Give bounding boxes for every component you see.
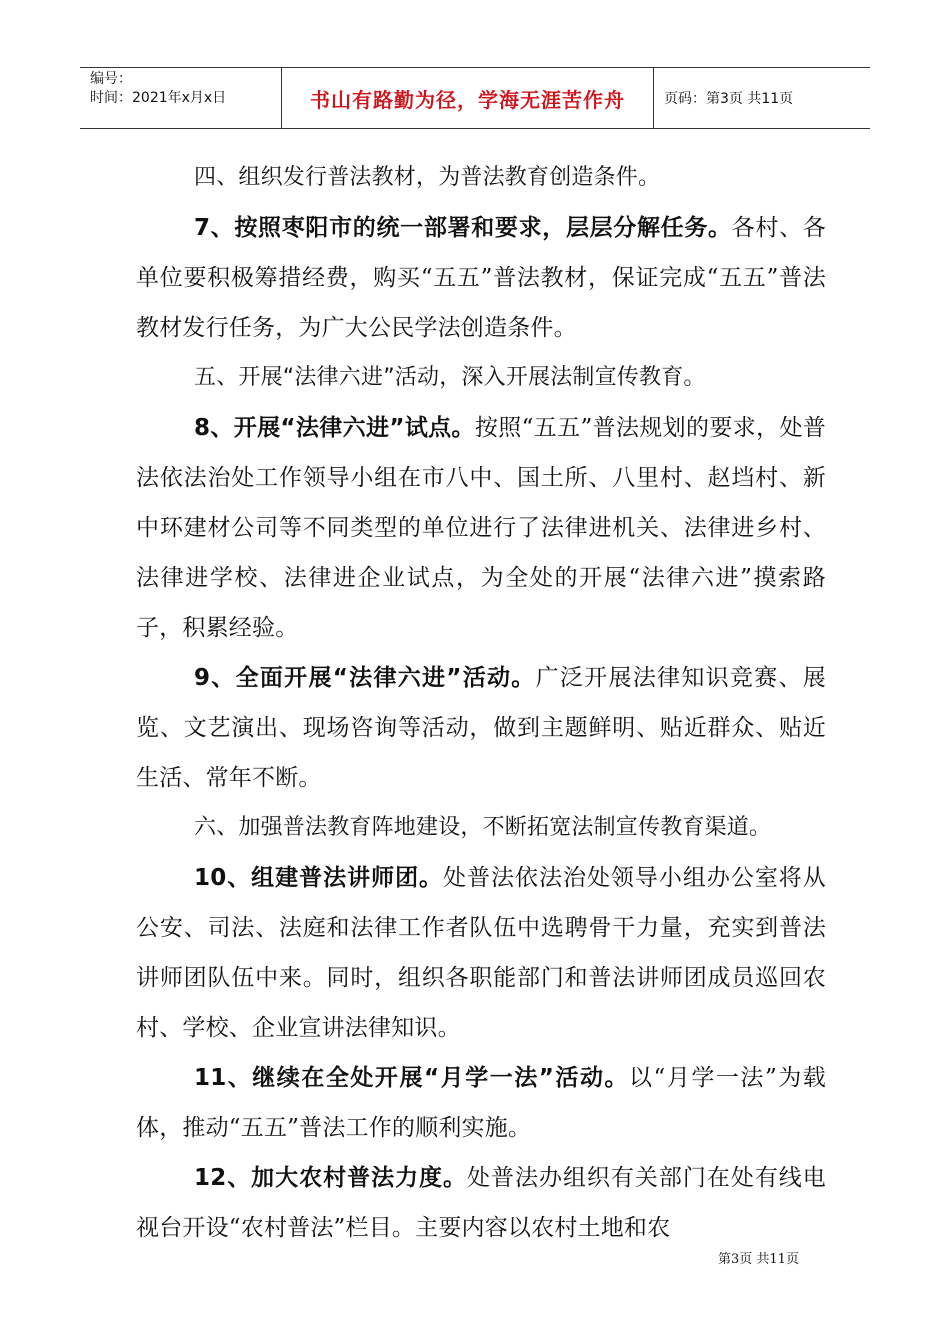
- section-heading-4: 四、组织发行普法教材，为普法教育创造条件。: [194, 165, 661, 190]
- item-body: 处普法办组织有关部门在处有线电视台开设“农村普法”栏目。主要内容以农村土地和农: [136, 1165, 826, 1241]
- item-heading: 8、开展“法律六进”试点。: [194, 415, 475, 441]
- item-7: [136, 203, 826, 353]
- time-label: 时间：2021年x月x日: [90, 90, 227, 106]
- item-body: 按照“五五”普法规划的要求，处普法依法治处工作领导小组在市八中、国土所、八里村、赵垱村、新中环建材公司等不同类型的单位进行了法律进机关、法律进乡村、法律进学校、法律进企业试点，为全处的开展“法律六进”摸索路子，积累经验。: [136, 415, 827, 641]
- item-heading: 10、组建普法讲师团。: [194, 865, 444, 891]
- header-page-info: 页码：第3页 共11页: [664, 91, 794, 107]
- item-heading: 9、全面开展“法律六进”活动。: [194, 665, 536, 691]
- item-body: 以“月学一法”为载体，推动“五五”普法工作的顺利实施。: [136, 1065, 826, 1141]
- item-8: [136, 403, 826, 653]
- page-footer: 第3页 共11页: [718, 1252, 799, 1267]
- number-label: 编号：: [90, 71, 132, 87]
- item-heading: 7、按照枣阳市的统一部署和要求，层层分解任务。: [194, 215, 732, 241]
- item-heading: 11、继续在全处开展“月学一法”活动。: [194, 1065, 630, 1091]
- item-body: 广泛开展法律知识竞赛、展览、文艺演出、现场咨询等活动，做到主题鲜明、贴近群众、贴近生活、常年不断。: [136, 665, 826, 791]
- section-heading-5: 五、开展“法律六进”活动，深入开展法制宣传教育。: [194, 365, 706, 390]
- section-heading-6: 六、加强普法教育阵地建设，不断拓宽法制宣传教育渠道。: [194, 815, 772, 840]
- item-body: 处普法依法治处领导小组办公室将从公安、司法、法庭和法律工作者队伍中选聘骨干力量，充实到普法讲师团队伍中来。同时，组织各职能部门和普法讲师团成员巡回农村、学校、企业宣讲法律知识。: [136, 865, 826, 1041]
- header-meta: [80, 68, 282, 128]
- item-12: [136, 1153, 826, 1253]
- item-body: 各村、各单位要积极筹措经费，购买“五五”普法教材，保证完成“五五”普法教材发行任务，为广大公民学法创造条件。: [136, 215, 826, 341]
- page-header: [80, 67, 870, 129]
- item-heading: 12、加大农村普法力度。: [194, 1165, 468, 1191]
- item-11: [136, 1053, 826, 1153]
- item-9: [136, 653, 826, 803]
- item-10: [136, 853, 826, 1053]
- document-body: [136, 153, 826, 1253]
- header-motto: 书山有路勤为径，学海无涯苦作舟: [282, 68, 654, 128]
